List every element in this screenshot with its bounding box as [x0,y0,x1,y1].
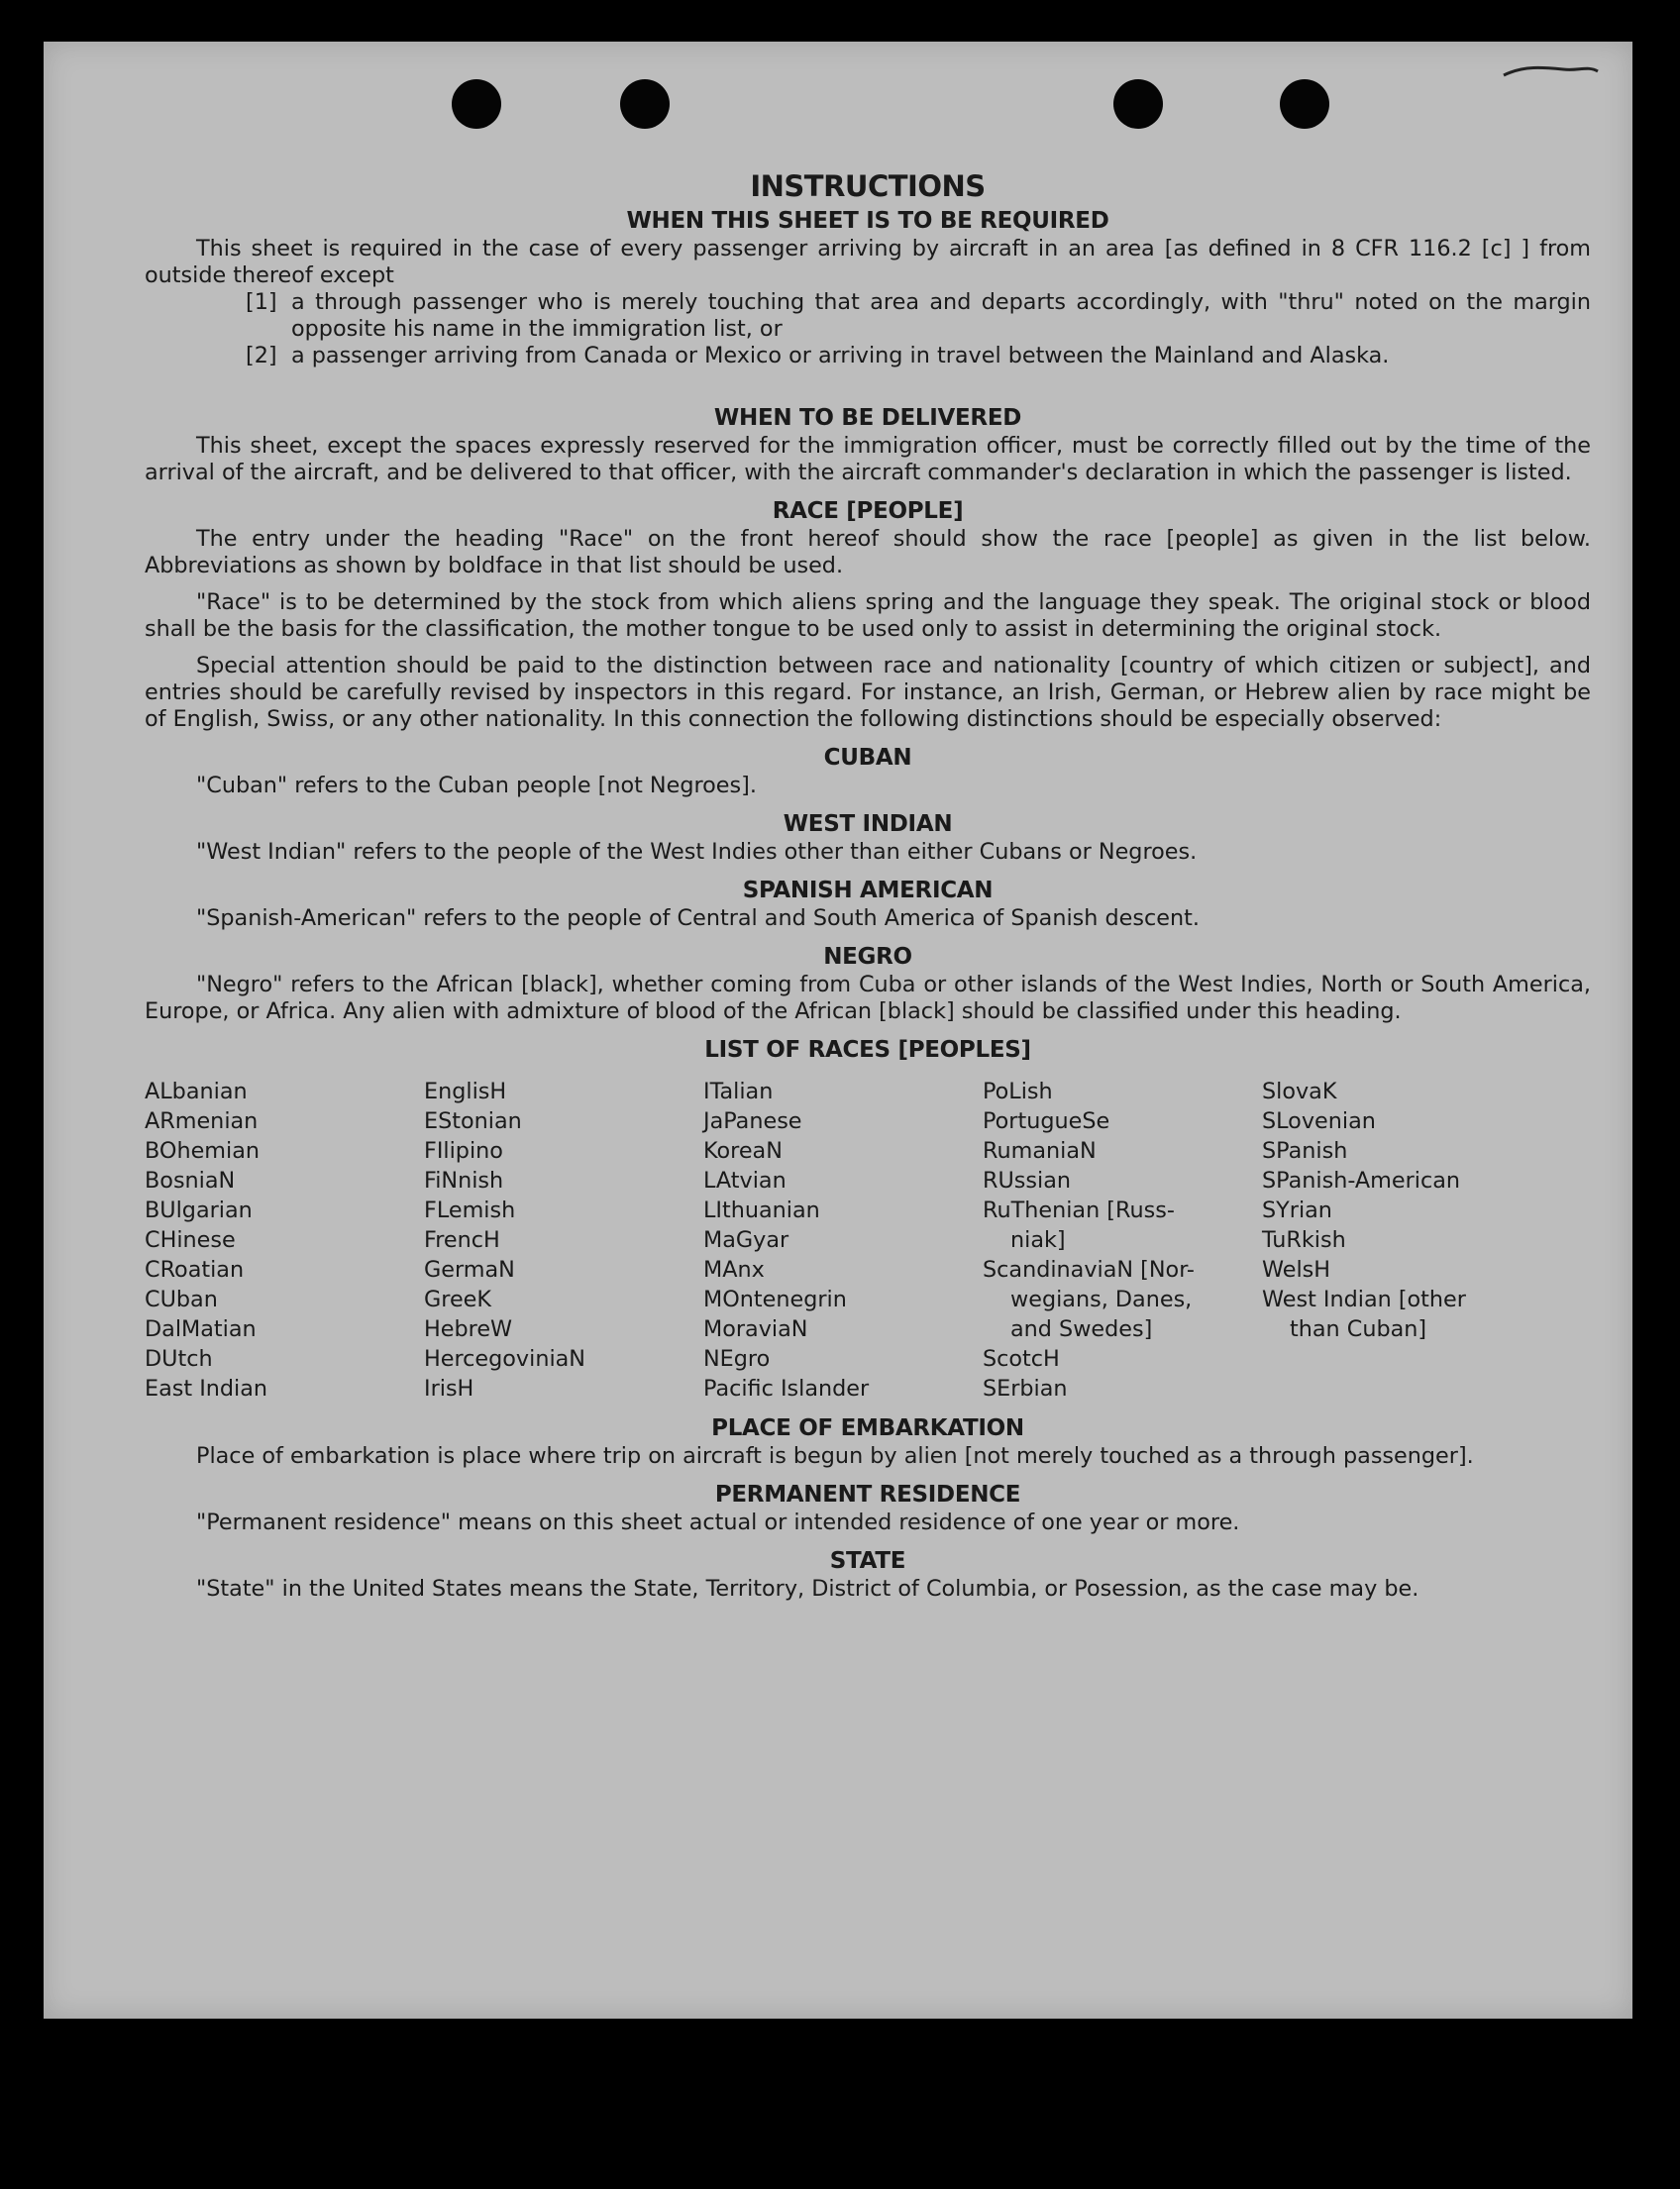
race-entry: NEgro [703,1346,771,1372]
race-entry-continued: and Swedes] [1010,1316,1153,1342]
ink-mark [1494,59,1603,83]
race-entry: FLemish [424,1198,516,1223]
races-column-2 [424,1077,703,1404]
race-entry: MoraviaN [703,1316,808,1342]
race-entry: PoLish [983,1079,1053,1104]
race-entry: MAnx [703,1257,765,1283]
race-entry: RUssian [983,1168,1072,1194]
race-entry: BOhemian [145,1138,261,1164]
race-entry: LAtvian [703,1168,787,1194]
race-entry: Pacific Islander [703,1376,870,1402]
list-item-text: a through passenger who is merely touching that area and departs accordingly, with "thru" noted on the margin opposite his name in the immigration list, or [291,289,1591,342]
race-entry: EnglisH [424,1079,507,1104]
race-entry: HebreW [424,1316,513,1342]
race-entry: ARmenian [145,1108,259,1134]
race-entry: SErbian [983,1376,1068,1402]
para-permanent-residence: "Permanent residence" means on this sheet actual or intended residence of one year or more. [196,1510,1240,1535]
punch-hole-4 [1280,79,1329,129]
punch-hole-1 [452,79,501,129]
race-entry: West Indian [other [1262,1287,1466,1312]
list-item-1 [145,289,1591,343]
heading-west-indian: WEST INDIAN [783,811,953,837]
race-entry: ScandinaviaN [Nor- [983,1257,1195,1283]
list-item-number: [2] [246,343,277,368]
para-when-required: This sheet is required in the case of every passenger arriving by aircraft in an area [as defined in 8 CFR 116.2 [c] ] from outside thereof except [145,236,1591,288]
race-entry: ALbanian [145,1079,248,1104]
heading-state: STATE [829,1548,906,1574]
race-entry: IrisH [424,1376,474,1402]
race-entry: JaPanese [703,1108,802,1134]
document-title: INSTRUCTIONS [750,169,986,203]
race-entry: SPanish-American [1262,1168,1460,1194]
race-entry: SYrian [1262,1198,1332,1223]
races-column-5 [1262,1077,1541,1404]
heading-embarkation: PLACE OF EMBARKATION [711,1415,1024,1441]
para-race-2: "Race" is to be determined by the stock from which aliens spring and the language they speak. The original stock or blood shall be the basis for the classification, the mother tongue to be used only to assist in determining the original stock. [145,589,1591,642]
race-entry: CHinese [145,1227,236,1253]
para-embarkation: Place of embarkation is place where trip on aircraft is begun by alien [not merely touched as a through passenger]. [196,1443,1474,1469]
race-entry: ITalian [703,1079,774,1104]
race-entry: FrencH [424,1227,500,1253]
race-entry: BosniaN [145,1168,236,1194]
race-entry-continued: wegians, Danes, [1010,1287,1193,1312]
para-spanish-american: "Spanish-American" refers to the people of Central and South America of Spanish descent. [196,905,1200,931]
list-item-2 [145,343,1591,369]
para-race-3: Special attention should be paid to the distinction between race and nationality [country of which citizen or subject], and entries should be carefully revised by inspectors in this regard. For instance, an Irish, German, or Hebrew alien by race might be of English, Swiss, or any other nationality. In this connection the following distinctions should be especially observed: [145,653,1591,732]
race-entry: CRoatian [145,1257,245,1283]
race-entry: ScotcH [983,1346,1060,1372]
heading-spanish-american: SPANISH AMERICAN [742,878,994,903]
race-entry: TuRkish [1262,1227,1346,1253]
para-cuban: "Cuban" refers to the Cuban people [not Negroes]. [196,773,757,798]
race-entry: SLovenian [1262,1108,1376,1134]
race-entry: PortugueSe [983,1108,1110,1134]
race-entry-continued: than Cuban] [1290,1316,1427,1342]
para-negro: "Negro" refers to the African [black], whether coming from Cuba or other islands of the West Indies, North or South America, Europe, or Africa. Any alien with admixture of blood of the African [black] should be classified under this heading. [145,972,1591,1024]
punch-hole-2 [620,79,670,129]
heading-race: RACE [PEOPLE] [772,498,964,524]
race-entry: MOntenegrin [703,1287,847,1312]
race-entry: SPanish [1262,1138,1348,1164]
punch-hole-3 [1113,79,1163,129]
heading-permanent-residence: PERMANENT RESIDENCE [714,1482,1021,1508]
races-table [145,1077,1591,1404]
heading-list-of-races: LIST OF RACES [PEOPLES] [704,1037,1031,1063]
list-item-text: a passenger arriving from Canada or Mexico or arriving in travel between the Mainland and Alaska. [291,343,1390,368]
race-entry: GermaN [424,1257,515,1283]
race-entry: DalMatian [145,1316,257,1342]
races-column-3 [703,1077,983,1404]
race-entry: KoreaN [703,1138,783,1164]
race-entry: RumaniaN [983,1138,1097,1164]
races-column-1 [145,1077,424,1404]
heading-cuban: CUBAN [823,745,912,771]
race-entry: LIthuanian [703,1198,820,1223]
para-race-1: The entry under the heading "Race" on the front hereof should show the race [people] as given in the list below. Abbreviations as shown by boldface in that list should be used. [145,526,1591,578]
para-west-indian: "West Indian" refers to the people of the West Indies other than either Cubans or Negroes. [196,839,1198,865]
instructions-content [145,168,1591,1603]
heading-negro: NEGRO [823,944,912,970]
race-entry: CUban [145,1287,218,1312]
race-entry: SlovaK [1262,1079,1337,1104]
race-entry: FiNnish [424,1168,504,1194]
race-entry: HercegoviniaN [424,1346,585,1372]
races-column-4 [983,1077,1262,1404]
para-state: "State" in the United States means the State, Territory, District of Columbia, or Posession, as the case may be. [196,1576,1419,1602]
race-entry: RuThenian [Russ- [983,1198,1175,1223]
race-entry: GreeK [424,1287,492,1312]
document-sheet [44,42,1632,2019]
race-entry: BUlgarian [145,1198,253,1223]
race-entry: FIlipino [424,1138,503,1164]
heading-when-delivered: WHEN TO BE DELIVERED [713,405,1022,431]
race-entry: EStonian [424,1108,522,1134]
race-entry: MaGyar [703,1227,789,1253]
race-entry: East Indian [145,1376,268,1402]
list-item-number: [1] [246,289,277,315]
race-entry: DUtch [145,1346,213,1372]
race-entry-continued: niak] [1010,1227,1066,1253]
race-entry: WelsH [1262,1257,1331,1283]
heading-when-required: WHEN THIS SHEET IS TO BE REQUIRED [626,208,1109,234]
para-when-delivered: This sheet, except the spaces expressly reserved for the immigration officer, must be correctly filled out by the time of the arrival of the aircraft, and be delivered to that officer, with the aircraft commander's declaration in which the passenger is listed. [145,433,1591,485]
